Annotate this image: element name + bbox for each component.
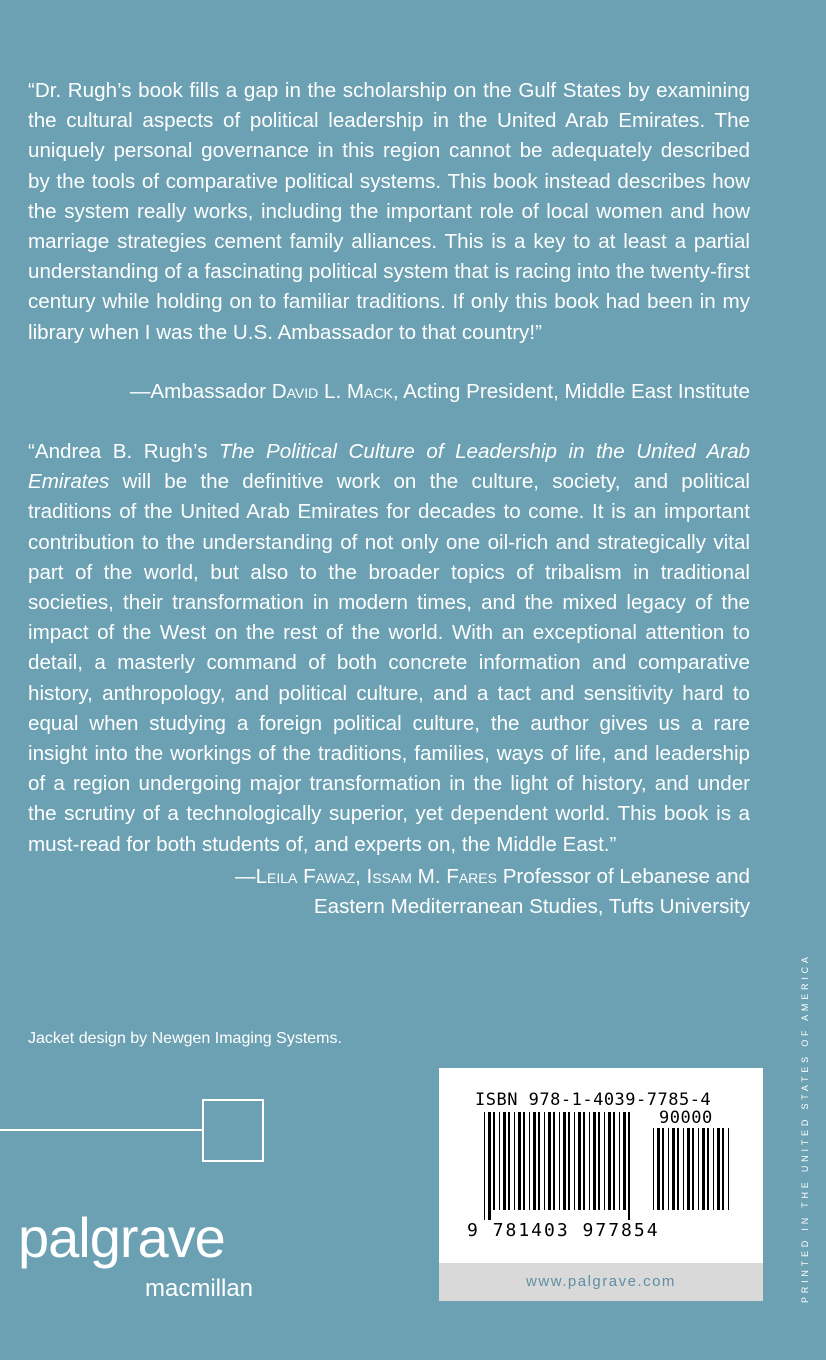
barcode-addon-bars [653, 1128, 731, 1220]
barcode-bar [623, 1112, 626, 1210]
barcode-bar [538, 1112, 540, 1210]
book-title: The Political Culture of Leadership in the United Arab Emirates [28, 440, 750, 494]
barcode-bar [707, 1128, 709, 1210]
price-code: 90000 [659, 1108, 713, 1128]
barcode-bar [544, 1112, 545, 1210]
barcode-bar [518, 1112, 521, 1210]
barcode-bar [563, 1112, 566, 1210]
barcode-bar [499, 1112, 500, 1210]
barcode-bar [717, 1128, 720, 1210]
website-url: www.palgrave.com [526, 1273, 676, 1290]
barcode-bar [683, 1128, 684, 1210]
review-quote-2: “Andrea B. Rugh’s The Political Culture of Leadership in the United Arab Emirates will be the definitive work on the culture, society, and political traditions of the United Arab Emirates for decades to come. It is an important contribution to the understanding of not only one oil-rich and strategically vital part of the world, but also to the broader topics of tribalism in traditional societies, their transformation in modern times, and the mixed legacy of the impact of the West on the rest of the world. With an exceptional attention to detail, a masterly command of both concrete information and comparative history, anthropology, and political culture, and a tact and sensitivity hard to equal when studying a foreign political culture, the author gives us a rare insight into the workings of the traditions, families, ways of life, and leadership of a region undergoing major transformation in the light of history, and under the scrutiny of a technologically superior, yet dependent world. This book is a must-read for both students of, and experts on, the Middle East.” [28, 440, 750, 856]
barcode-bar [589, 1112, 590, 1210]
barcode-bar [608, 1112, 611, 1210]
barcode-bar [533, 1112, 536, 1210]
barcode-bar [657, 1128, 660, 1210]
barcode-bar [619, 1112, 620, 1210]
barcode-bar [668, 1128, 669, 1210]
barcode-bar [628, 1112, 630, 1220]
decorative-square [202, 1099, 264, 1162]
barcode-bar [692, 1128, 694, 1210]
barcode-bar [702, 1128, 705, 1210]
review-attribution-2: —Leila Fawaz, Issam M. Fares Professor of Lebanese and Eastern Mediterranean Studies, Tufts University [234, 865, 750, 919]
reviewer-name-1: David L. Mack [271, 380, 393, 403]
barcode-bar [548, 1112, 551, 1210]
isbn-text: ISBN 978-1-4039-7785-4 [475, 1090, 712, 1110]
publisher-logo: palgrave [18, 1206, 225, 1269]
barcode-bar [503, 1112, 506, 1210]
barcode-bar [593, 1112, 596, 1210]
barcode-bar [523, 1112, 525, 1210]
barcode-bar [613, 1112, 615, 1210]
barcode-bar [713, 1128, 714, 1210]
barcode-bar [677, 1128, 679, 1210]
barcode-bar [698, 1128, 699, 1210]
professorship-name: Issam M. Fares [366, 865, 497, 888]
reviewer-name-2: Leila Fawaz [255, 865, 356, 888]
barcode-bar [484, 1112, 485, 1220]
barcode-bar [583, 1112, 585, 1210]
barcode-bar [493, 1112, 495, 1210]
barcode-bar [559, 1112, 560, 1210]
website-strip [439, 1263, 763, 1301]
barcode-bar [568, 1112, 570, 1210]
barcode-box [439, 1068, 763, 1301]
publisher-logo-sub: macmillan [145, 1275, 254, 1302]
barcode-bar [687, 1128, 690, 1210]
barcode-bar [662, 1128, 664, 1210]
decorative-line [0, 1129, 203, 1131]
barcode-bar [529, 1112, 530, 1210]
barcode-bar [598, 1112, 600, 1210]
review-quote-1-text: “Dr. Rugh’s book fills a gap in the scholarship on the Gulf States by examining the cultural aspects of political leadership in the United Arab Emirates. The uniquely personal governance in this region cannot be adequately described by the tools of comparative political systems. This book instead describes how the system really works, including the important role of local women and how marriage strategies cement family alliances. This is a key to at least a partial understanding of a fascinating political system that is racing into the twenty-first century while holding on to familiar traditions. If only this book had been in my library when I was the U.S. Ambassador to that country!” [28, 79, 750, 344]
barcode-bar [672, 1128, 675, 1210]
printed-in-usa-note: PRINTED IN THE UNITED STATES OF AMERICA [800, 953, 810, 1303]
review-quote-1 [28, 76, 750, 348]
barcode-bar [728, 1128, 729, 1210]
jacket-design-credit: Jacket design by Newgen Imaging Systems. [28, 1030, 342, 1047]
barcode-bar [574, 1112, 575, 1210]
barcode-digits: 9 781403 977854 [467, 1220, 660, 1241]
barcode-bar [653, 1128, 654, 1210]
review-attribution-1: —Ambassador David L. Mack, Acting President, Middle East Institute [129, 380, 750, 403]
barcode-bar [488, 1112, 491, 1220]
barcode-bar [604, 1112, 605, 1210]
barcode-bar [514, 1112, 515, 1210]
barcode-bar [508, 1112, 510, 1210]
barcode-bar [553, 1112, 555, 1210]
barcode-bar [722, 1128, 724, 1210]
barcode-bars [484, 1112, 634, 1220]
barcode-bar [578, 1112, 581, 1210]
